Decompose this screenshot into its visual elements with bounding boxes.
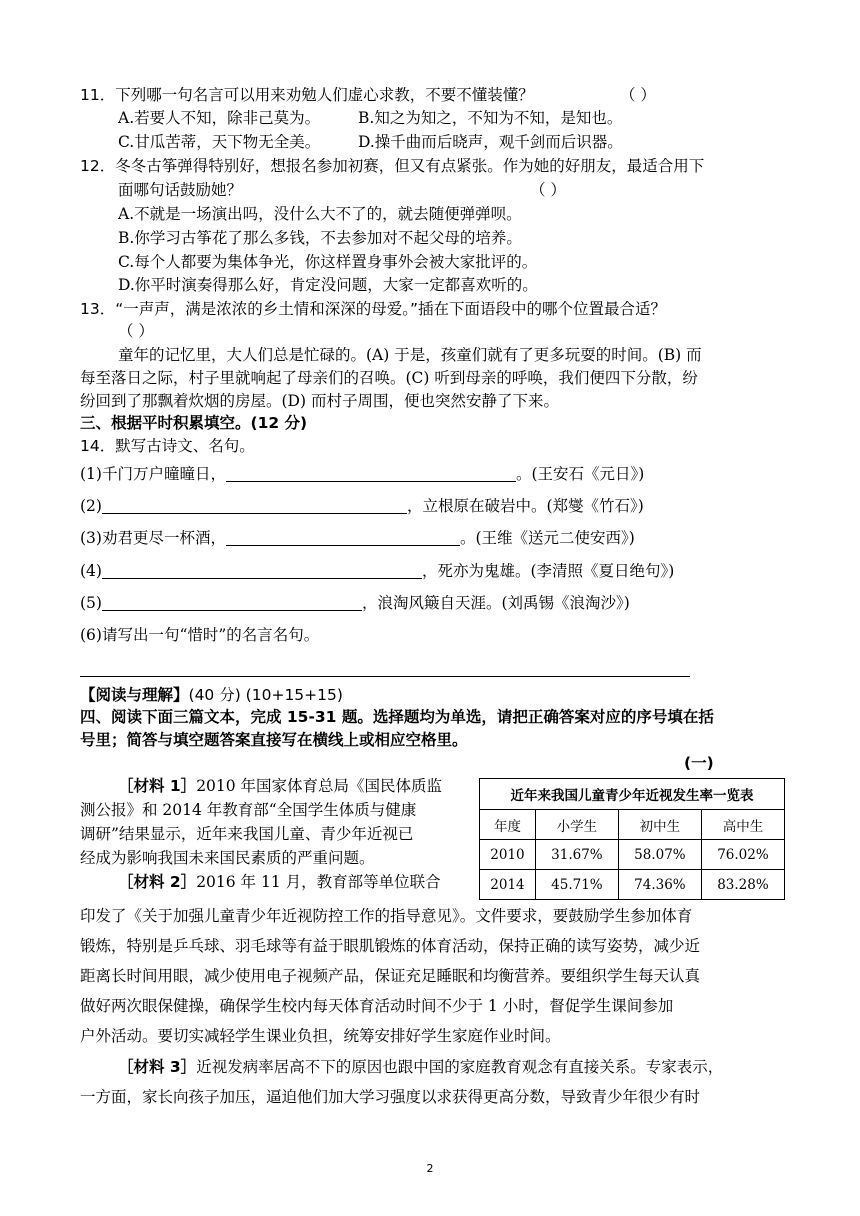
q12-stem-line1: 12．冬冬古筝弹得特别好，想报名参加初赛，但又有点紧张。作为她的好朋友，最适合用下 [80, 157, 705, 175]
q14-1-blank[interactable] [226, 465, 516, 482]
material2-line2: 印发了《关于加强儿童青少年近视防控工作的指导意见》。文件要求，要鼓励学生参加体育 [80, 907, 693, 925]
answer-line-q14-6[interactable] [80, 676, 690, 677]
material2-line4: 距离长时间用眼，减少使用电子视频产品，保证充足睡眠和均衡营养。要组织学生每天认真 [80, 967, 701, 985]
table-cell: 45.71% [535, 870, 618, 900]
q14-4-prompt: (4) [80, 562, 102, 580]
material1-line3: 调研”结果显示，近年来我国儿童、青少年近视已 [80, 825, 414, 843]
q12-option-d: D.你平时演奏得那么好，肯定没问题，大家一定都喜欢听的。 [118, 276, 538, 294]
q14-1-source: 。(王安石《元日》) [515, 465, 645, 483]
q14-line-5 [80, 592, 630, 614]
myopia-rate-table [479, 778, 785, 900]
material1-label: ［材料 1］ [118, 777, 197, 795]
q11-answer-paren[interactable]: （ ） [620, 86, 656, 104]
material3-text1: 近视发病率居高不下的原因也跟中国的家庭教育观念有直接关系。专家表示， [196, 1058, 724, 1076]
table-cell: 2014 [480, 870, 536, 900]
material3-label: ［材料 3］ [118, 1058, 197, 1076]
material3-line1 [118, 1056, 723, 1078]
table-row [480, 840, 785, 870]
table-caption: 近年来我国儿童青少年近视发生率一览表 [480, 779, 785, 810]
q14-2-blank[interactable] [102, 497, 407, 514]
table-row [480, 870, 785, 900]
q12-answer-paren[interactable]: （ ） [530, 181, 566, 199]
material2-line5: 做好两次眼保健操，确保学生校内每天体育活动时间不少于 1 小时，督促学生课间参加 [80, 997, 674, 1015]
q13-stem: 13．“一声声，满是浓浓的乡土情和深深的母爱。”插在下面语段中的哪个位置最合适？ [80, 300, 667, 318]
table-header-cell: 年度 [480, 810, 536, 840]
q14-5-blank[interactable] [102, 594, 362, 611]
q14-4-source: ，死亦为鬼雄。(李清照《夏日绝句》) [421, 562, 675, 580]
reading-header-score: (40 分) (10+15+15) [188, 686, 343, 704]
material1-line4: 经成为影响我国未来国民素质的严重问题。 [80, 849, 375, 867]
q13-passage-line2: 每至落日之际，村子里就响起了母亲们的召唤。(C) 听到母亲的呼唤，我们便四下分散，纷 [80, 369, 698, 387]
table-cell: 83.28% [701, 870, 784, 900]
table-cell: 58.07% [618, 840, 701, 870]
table-cell: 31.67% [535, 840, 618, 870]
q14-5-source: ，浪淘风簸自天涯。(刘禹锡《浪淘沙》) [361, 594, 630, 612]
q11-stem [80, 84, 534, 106]
material2-line6: 户外活动。要切实减轻学生课业负担，统筹安排好学生家庭作业时间。 [80, 1027, 561, 1045]
q11-option-a: A.若要人不知，除非己莫为。 [118, 109, 321, 127]
q14-1-prompt: (1)千门万户曈曈日， [80, 465, 226, 483]
q14-2-prompt: (2) [80, 497, 102, 515]
q14-line-2 [80, 495, 644, 517]
q13-passage-line1: 童年的记忆里，大人们总是忙碌的。(A) 于是，孩童们就有了更多玩耍的时间。(B) 而 [118, 346, 702, 364]
table-header-row [480, 810, 785, 840]
q14-3-source: 。(王维《送元二使安西》) [459, 529, 635, 547]
reading-part-one: (一) [684, 754, 714, 772]
section3-title: 三、根据平时积累填空。(12 分) [80, 414, 308, 432]
q13-answer-paren[interactable]: （ ） [118, 322, 154, 340]
q12-option-b: B.你学习古筝花了那么多钱，不去参加对不起父母的培养。 [118, 229, 522, 247]
table-header-cell: 小学生 [535, 810, 618, 840]
reading-header [80, 684, 343, 706]
table-header-cell: 高中生 [701, 810, 784, 840]
q14-3-blank[interactable] [226, 529, 460, 546]
table-cell: 76.02% [701, 840, 784, 870]
q11-option-c: C.甘瓜苦蒂，天下物无全美。 [118, 133, 321, 151]
material1-line2: 测公报》和 2014 年教育部“全国学生体质与健康 [80, 801, 417, 819]
material2-label: ［材料 2］ [118, 873, 197, 891]
q12-stem-line2: 面哪句话鼓励她？ [118, 181, 243, 199]
reading-intro-line2: 号里；简答与填空题答案直接写在横线上或相应空格里。 [80, 731, 468, 749]
page-number: 2 [426, 1162, 434, 1175]
q12-option-c: C.每个人都要为集体争光，你这样置身事外会被大家批评的。 [118, 253, 538, 271]
table-header-cell: 初中生 [618, 810, 701, 840]
q11-option-b: B.知之为知之，不知为不知，是知也。 [358, 109, 623, 127]
material2-text1: 2016 年 11 月，教育部等单位联合 [196, 873, 441, 891]
material2-line3: 锻炼，特别是乒乓球、羽毛球等有益于眼肌锻炼的体育活动，保持正确的读写姿势，减少近 [80, 937, 701, 955]
material1-text1: 2010 年国家体育总局《国民体质监 [196, 777, 443, 795]
q13-passage-line3: 纷回到了那飘着炊烟的房屋。(D) 而村子周围，便也突然安静了下来。 [80, 392, 559, 410]
q11-option-d: D.操千曲而后晓声，观千剑而后识器。 [358, 133, 623, 151]
material1-line1 [118, 775, 442, 797]
material3-line2: 一方面，家长向孩子加压，逼迫他们加大学习强度以求获得更高分数，导致青少年很少有时 [80, 1088, 701, 1106]
q14-5-prompt: (5) [80, 594, 102, 612]
q14-stem: 14．默写古诗文、名句。 [80, 437, 255, 455]
q12-option-a: A.不就是一场演出吗，没什么大不了的，就去随便弹弹呗。 [118, 205, 522, 223]
table-cell: 2010 [480, 840, 536, 870]
q14-line-4 [80, 560, 674, 582]
q14-line-1 [80, 463, 644, 485]
q14-line-3 [80, 527, 635, 549]
q14-4-blank[interactable] [102, 562, 422, 579]
q11-stem-text: 11．下列哪一句名言可以用来劝勉人们虚心求教，不要不懂装懂？ [80, 86, 534, 104]
material2-line1 [118, 871, 441, 893]
q14-3-prompt: (3)劝君更尽一杯酒， [80, 529, 226, 547]
q14-line-6: (6)请写出一句“惜时”的名言名句。 [80, 626, 320, 644]
table-cell: 74.36% [618, 870, 701, 900]
q14-2-source: ，立根原在破岩中。(郑燮《竹石》) [406, 497, 644, 515]
reading-header-title: 【阅读与理解】 [80, 686, 189, 704]
reading-intro-line1: 四、阅读下面三篇文本，完成 15-31 题。选择题均为单选，请把正确答案对应的序号填在括 [80, 708, 714, 726]
